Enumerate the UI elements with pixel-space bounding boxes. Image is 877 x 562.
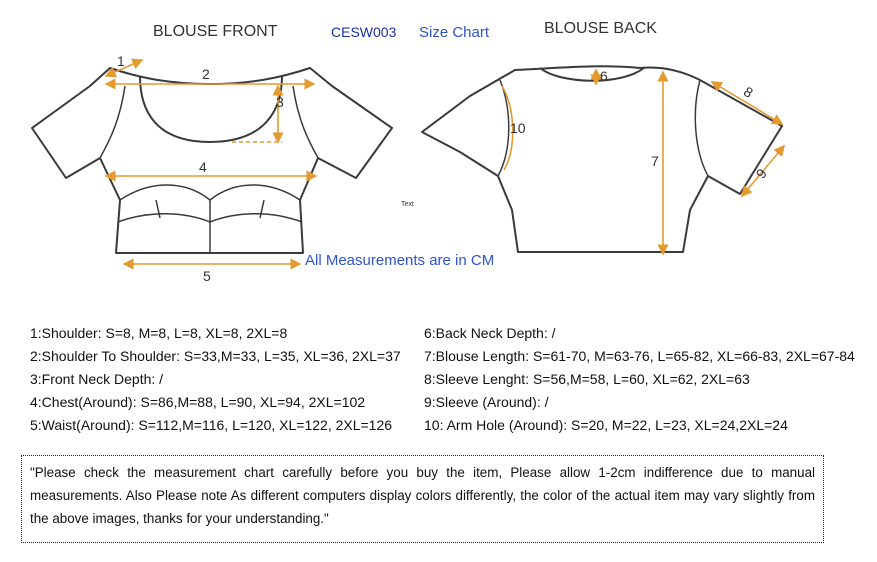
blouse-front-drawing — [32, 60, 392, 264]
measurement-blouse-length: 7:Blouse Length: S=61-70, M=63-76, L=65-82, XL=66-83, 2XL=67-84 — [424, 348, 855, 364]
back-title: BLOUSE BACK — [544, 20, 657, 37]
measurement-front-neck-depth: 3:Front Neck Depth: / — [30, 371, 164, 387]
disclaimer-text: "Please check the measurement chart carefully before you buy the item, Please allow 1-2cm indifference due to manual measurements. Also Please note As different computers display colors differently, the color of the actual item may vary slightly from the above images, thanks for your understanding." — [30, 465, 815, 526]
label-8: 8 — [740, 83, 756, 101]
label-6: 6 — [600, 68, 608, 84]
measurement-back-neck-depth: 6:Back Neck Depth: / — [424, 325, 556, 341]
label-1: 1 — [117, 53, 125, 69]
measurements-right — [424, 322, 855, 437]
label-5: 5 — [203, 268, 211, 284]
measurement-sleeve-around: 9:Sleeve (Around): / — [424, 394, 549, 410]
label-7: 7 — [651, 153, 659, 169]
measurement-sleeve-length: 8:Sleeve Lenght: S=56,M=58, L=60, XL=62, 2XL=63 — [424, 371, 750, 387]
measurements-left — [30, 322, 401, 437]
measurement-shoulder-to-shoulder: 2:Shoulder To Shoulder: S=33,M=33, L=35, XL=36, 2XL=37 — [30, 348, 401, 364]
measurement-arm-hole: 10: Arm Hole (Around): S=20, M=22, L=23, XL=24,2XL=24 — [424, 417, 788, 433]
measurement-waist: 5:Waist(Around): S=112,M=116, L=120, XL=122, 2XL=126 — [30, 417, 393, 433]
size-chart-title: Size Chart — [419, 24, 490, 41]
units-note: All Measurements are in CM — [305, 252, 495, 269]
front-title: BLOUSE FRONT — [153, 23, 278, 40]
text-placeholder: Text — [401, 201, 414, 208]
disclaimer-box — [21, 455, 824, 543]
label-10: 10 — [510, 120, 526, 136]
label-4: 4 — [199, 159, 207, 175]
measurement-shoulder: 1:Shoulder: S=8, M=8, L=8, XL=8, 2XL=8 — [30, 325, 288, 341]
product-code: CESW003 — [331, 24, 397, 40]
blouse-back-drawing — [422, 66, 784, 254]
label-2: 2 — [202, 66, 210, 82]
label-3: 3 — [276, 94, 284, 110]
measurement-chest: 4:Chest(Around): S=86,M=88, L=90, XL=94, 2XL=102 — [30, 394, 366, 410]
label-9: 9 — [752, 165, 770, 182]
